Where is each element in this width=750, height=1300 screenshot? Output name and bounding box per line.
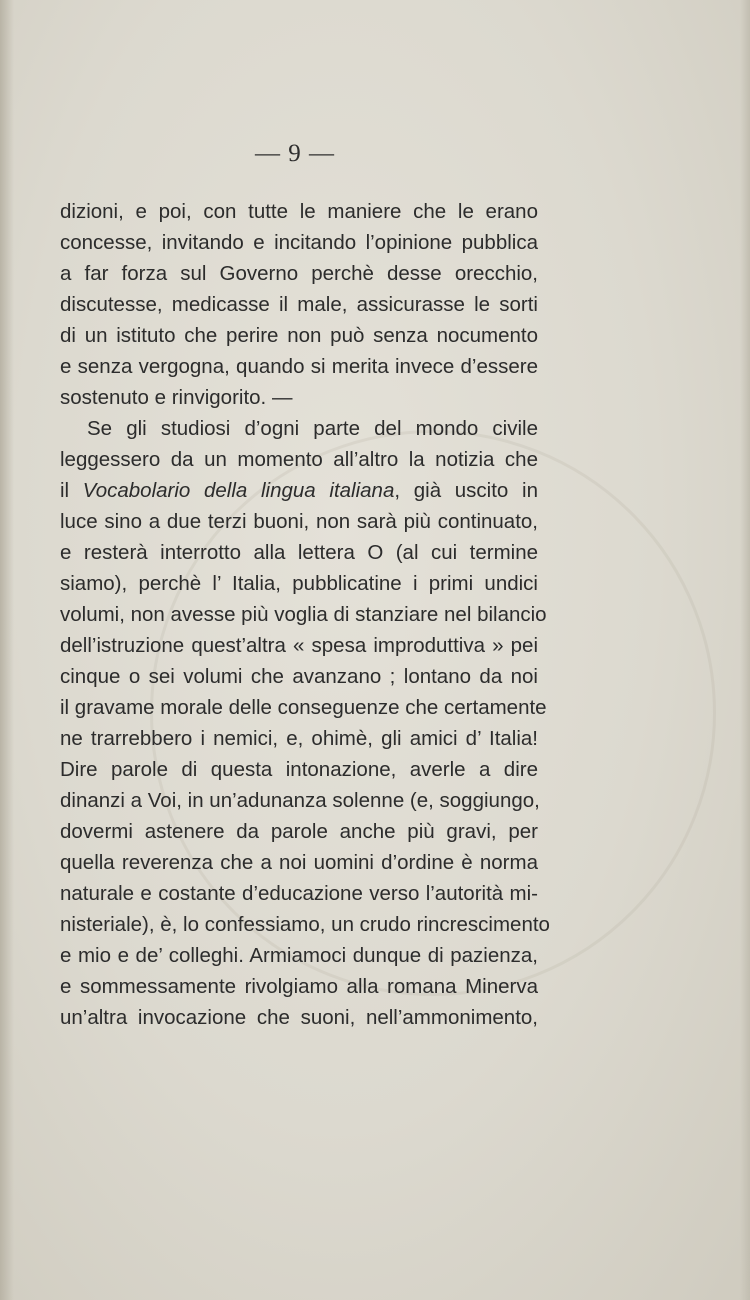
text-line: di un istituto che perire non può senza nocumento	[60, 324, 538, 347]
text-line: dovermi astenere da parole anche più gravi, per	[60, 820, 538, 843]
text-line: dell’istruzione quest’altra « spesa improduttiva » pei	[60, 634, 538, 657]
text-after-title: , già uscito in	[394, 479, 538, 502]
text-line: il gravame morale delle conseguenze che certamente	[60, 696, 547, 719]
text-line: e sommessamente rivolgiamo alla romana Minerva	[60, 975, 538, 998]
text-line: concesse, invitando e incitando l’opinione pubblica	[60, 231, 538, 254]
page-number: — 9 —	[255, 140, 335, 167]
text-line: nisteriale), è, lo confessiamo, un crudo rincrescimento	[60, 913, 550, 936]
text-line: ne trarrebbero i nemici, e, ohimè, gli amici d’ Italia!	[60, 727, 538, 750]
text-line: naturale e costante d’educazione verso l’autorità mi-	[60, 882, 538, 905]
text-line: un’altra invocazione che suoni, nell’ammonimento,	[60, 1006, 538, 1029]
text-line: leggessero da un momento all’altro la notizia che	[60, 448, 538, 471]
text-line-with-title	[60, 475, 538, 506]
text-line: e resterà interrotto alla lettera O (al cui termine	[60, 541, 538, 564]
page-right-edge	[740, 0, 750, 1300]
text-line: dizioni, e poi, con tutte le maniere che le erano	[60, 200, 538, 223]
text-line: dinanzi a Voi, in un’adunanza solenne (e, soggiungo,	[60, 789, 540, 812]
text-line: luce sino a due terzi buoni, non sarà più continuato,	[60, 510, 538, 533]
paragraph-end-line: sostenuto e rinvigorito. —	[60, 386, 293, 409]
paragraph-start-line: Se gli studiosi d’ogni parte del mondo civile	[87, 417, 538, 440]
text-line: cinque o sei volumi che avanzano ; lontano da noi	[60, 665, 538, 688]
text-line: quella reverenza che a noi uomini d’ordine è norma	[60, 851, 538, 874]
text-line: volumi, non avesse più voglia di stanziare nel bilancio	[60, 603, 547, 626]
text-before-title: il	[60, 479, 83, 502]
text-line: discutesse, medicasse il male, assicurasse le sorti	[60, 293, 538, 316]
body-text	[60, 196, 550, 1033]
italic-title: Vocabolario della lingua italiana	[82, 479, 395, 502]
text-line: e mio e de’ colleghi. Armiamoci dunque di pazienza,	[60, 944, 538, 967]
text-line: a far forza sul Governo perchè desse orecchio,	[60, 262, 538, 285]
text-line: e senza vergogna, quando si merita invece d’essere	[60, 355, 538, 378]
text-line: Dire parole di questa intonazione, averle a dire	[60, 758, 538, 781]
page-left-edge	[0, 0, 14, 1300]
text-line: siamo), perchè l’ Italia, pubblicatine i primi undici	[60, 572, 538, 595]
